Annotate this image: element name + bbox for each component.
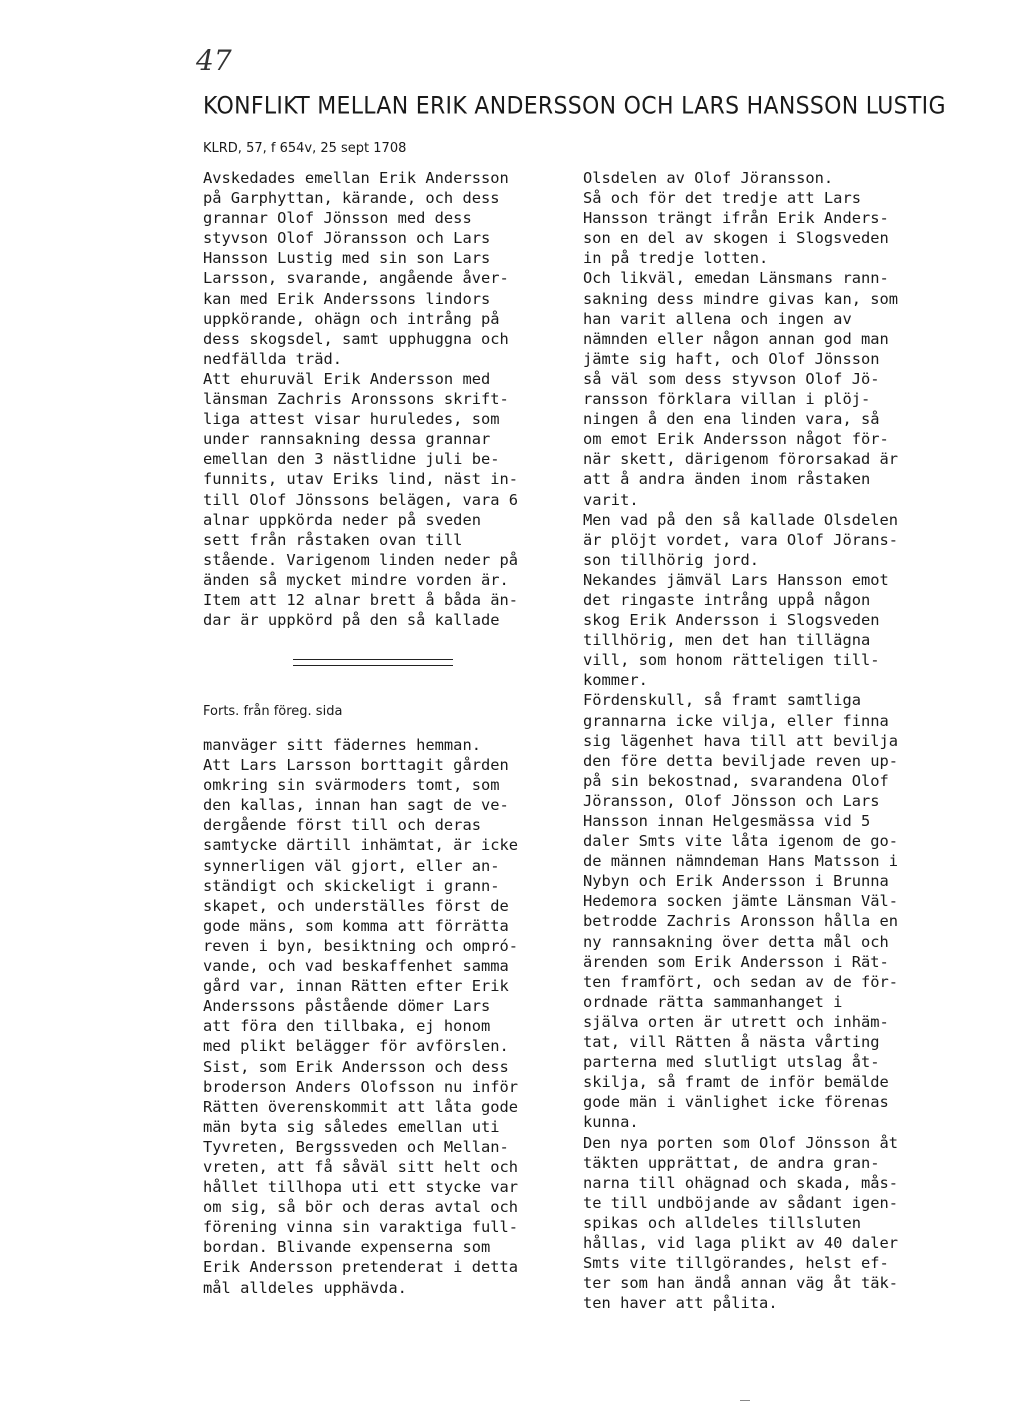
text-line: vande, och vad beskaffenhet samma <box>203 957 509 976</box>
text-line: synnerligen väl gjort, eller an- <box>203 856 500 875</box>
text-line: Hansson trängt ifrån Erik Anders- <box>583 209 889 228</box>
text-line: vreten, att få såväl sitt helt och <box>203 1157 519 1176</box>
text-line: betrodde Zachris Aronsson hålla en <box>583 912 899 931</box>
text-line: Avskedades emellan Erik Andersson <box>203 169 509 187</box>
text-line: att föra den tillbaka, ej honom <box>203 1017 491 1036</box>
text-line: under rannsakning dessa grannar <box>203 430 491 449</box>
text-line: spikas och alldeles tillsluten <box>583 1213 861 1232</box>
text-line: tillhörig, men det han tillägna <box>583 631 871 650</box>
text-line: med plikt belägger för avförslen. <box>203 1037 509 1056</box>
text-line: änden så mycket mindre vorden är. <box>203 570 509 589</box>
text-line: nedfällda träd. <box>203 349 342 368</box>
text-line: Den nya porten som Olof Jönsson åt <box>583 1133 899 1152</box>
archive-reference: KLRD, 57, f 654v, 25 sept 1708 <box>203 141 407 156</box>
text-line: den före detta beviljade reven up- <box>583 751 899 770</box>
text-line: funnits, utav Eriks lind, näst in- <box>203 470 519 489</box>
text-line: stående. Varigenom linden neder på <box>203 550 519 569</box>
text-line: narna till ohägnad och skada, mås- <box>583 1173 899 1192</box>
text-line: den kallas, innan han sagt de ve- <box>203 796 509 815</box>
text-line: sett från råstaken ovan till <box>203 530 463 549</box>
text-line: ransson förklara villan i plöj- <box>583 390 871 409</box>
text-line: daler Smts vite låta igenom de go- <box>583 832 899 851</box>
text-line: alnar uppkörda neder på sveden <box>203 510 481 529</box>
text-line: skapet, och underställes först de <box>203 896 509 915</box>
text-line: ordnade rätta sammanhanget i <box>583 992 843 1011</box>
text-line: sakning dess mindre givas kan, som <box>583 289 899 308</box>
text-line: Smts vite tillgörandes, helst ef- <box>583 1254 889 1273</box>
text-line: grannarna icke vilja, eller finna <box>583 711 889 730</box>
text-line: skilja, så framt de inför bemälde <box>583 1073 889 1092</box>
text-line: broderson Anders Olofsson nu inför <box>203 1077 519 1096</box>
text-line: skog Erik Andersson i Slogsveden <box>583 611 880 630</box>
text-line: uppkörande, ohägn och intrång på <box>203 309 500 328</box>
text-line: vill, som honom rätteligen till- <box>583 651 880 670</box>
text-line: hållet tillhopa uti ett stycke var <box>203 1178 519 1197</box>
text-line: ningen å den ena linden vara, så <box>583 410 880 429</box>
text-line: son tillhörig jord. <box>583 550 760 569</box>
text-line: Fördenskull, så framt samtliga <box>583 691 861 710</box>
text-line: nämnden eller någon annan god man <box>583 329 889 348</box>
text-line: ny rannsakning över detta mål och <box>583 932 889 951</box>
text-line: reven i byn, besiktning och ompró- <box>203 936 519 955</box>
text-line: Att Lars Larsson borttagit gården <box>203 756 509 775</box>
text-line: ter som han ändå annan väg åt täk- <box>583 1274 899 1293</box>
text-line: styvson Olof Jöransson och Lars <box>203 229 491 248</box>
section-divider <box>293 659 453 666</box>
text-line: hållas, vid laga plikt av 40 daler <box>583 1233 899 1252</box>
document-title: KONFLIKT MELLAN ERIK ANDERSSON OCH LARS HANSSON LUSTIG <box>203 93 946 120</box>
text-line: om sig, så bör och deras avtal och <box>203 1198 519 1217</box>
continued-label: Forts. från föreg. sida <box>203 704 343 719</box>
text-line: dergående först till och deras <box>203 816 481 835</box>
text-line: Hansson innan Helgesmässa vid 5 <box>583 812 871 830</box>
text-line: ständigt och skickeligt i grann- <box>203 876 500 895</box>
right-column <box>583 168 928 1313</box>
text-line: grannar Olof Jönsson med dess <box>203 209 472 228</box>
text-line: gode män i vänlighet icke förenas <box>583 1093 889 1112</box>
text-line: ärenden som Erik Andersson i Rät- <box>583 952 889 971</box>
text-line: är plöjt vordet, vara Olof Jörans- <box>583 530 899 549</box>
text-line: son en del av skogen i Slogsveden <box>583 229 889 248</box>
text-line: jämte sig haft, och Olof Jönsson <box>583 349 880 368</box>
text-line: Olsdelen av Olof Jöransson. <box>583 169 834 187</box>
text-line: liga attest visar huruledes, som <box>203 410 500 429</box>
text-line: Hansson Lustig med sin son Lars <box>203 249 491 268</box>
text-line: Att ehuruväl Erik Andersson med <box>203 369 491 388</box>
text-line: att å andra änden inom råstaken <box>583 470 871 489</box>
text-line: Hedemora socken jämte Länsman Väl- <box>583 892 899 911</box>
text-line: om emot Erik Andersson något för- <box>583 430 889 449</box>
text-line: kommer. <box>583 671 648 690</box>
text-line: gård var, innan Rätten efter Erik <box>203 977 509 996</box>
text-line: omkring sin svärmoders tomt, som <box>203 776 500 795</box>
text-line: till Olof Jönssons belägen, vara 6 <box>203 490 519 509</box>
text-line: parterna med slutligt utslag åt- <box>583 1053 880 1072</box>
text-line: Sist, som Erik Andersson och dess <box>203 1057 509 1076</box>
text-line: han varit allena och ingen av <box>583 309 852 328</box>
text-line: ten haver att pålita. <box>583 1294 778 1313</box>
text-line: själva orten är utrett och inhäm- <box>583 1012 889 1031</box>
text-line: Item att 12 alnar brett å båda än- <box>203 590 519 609</box>
text-line: Anderssons påstående dömer Lars <box>203 997 491 1016</box>
text-line: täkten upprättat, de andra gran- <box>583 1153 880 1172</box>
left-column-part-1 <box>203 168 548 630</box>
text-line: Larsson, svarande, angående åver- <box>203 269 509 288</box>
text-line: Och likväl, emedan Länsmans rann- <box>583 269 889 288</box>
text-line: Nekandes jämväl Lars Hansson emot <box>583 570 889 589</box>
text-line: kan med Erik Anderssons lindors <box>203 289 491 308</box>
page-number: 47 <box>196 44 232 77</box>
left-column-part-2 <box>203 735 548 1298</box>
text-line: dess skogsdel, samt upphuggna och <box>203 329 509 348</box>
text-line: Erik Andersson pretenderat i detta <box>203 1258 519 1277</box>
text-line: länsman Zachris Aronssons skrift- <box>203 390 509 409</box>
text-line: de männen nämndeman Hans Matsson i <box>583 852 899 871</box>
text-line: in på tredje lotten. <box>583 249 769 268</box>
text-line: Tyvreten, Bergssveden och Mellan- <box>203 1137 509 1156</box>
text-line: förening vinna sin varaktiga full- <box>203 1218 519 1237</box>
footer-mark <box>740 1400 750 1401</box>
text-line: män byta sig således emellan uti <box>203 1117 500 1136</box>
text-line: kunna. <box>583 1113 639 1132</box>
text-line: gode mäns, som komma att förrätta <box>203 916 509 935</box>
text-line: Så och för det tredje att Lars <box>583 189 861 208</box>
text-line: manväger sitt fädernes hemman. <box>203 736 481 754</box>
text-line: så väl som dess styvson Olof Jö- <box>583 369 880 388</box>
text-line: sig lägenhet hava till att bevilja <box>583 731 899 750</box>
text-line: ten framfört, och sedan av de för- <box>583 972 899 991</box>
text-line: varit. <box>583 490 639 509</box>
text-line: mål alldeles upphävda. <box>203 1278 407 1297</box>
text-line: när skett, därigenom förorsakad är <box>583 450 899 469</box>
text-line: dar är uppkörd på den så kallade <box>203 611 500 630</box>
text-line: på sin bekostnad, svarandena Olof <box>583 771 889 790</box>
text-line: tat, vill Rätten å nästa vårting <box>583 1033 880 1052</box>
text-line: Nybyn och Erik Andersson i Brunna <box>583 872 889 891</box>
text-line: te till undböjande av sådant igen- <box>583 1193 899 1212</box>
text-line: på Garphyttan, kärande, och dess <box>203 189 500 208</box>
text-line: Men vad på den så kallade Olsdelen <box>583 510 899 529</box>
text-line: emellan den 3 nästlidne juli be- <box>203 450 500 469</box>
text-line: det ringaste intrång uppå någon <box>583 590 871 609</box>
text-line: bordan. Blivande expenserna som <box>203 1238 491 1257</box>
text-line: Jöransson, Olof Jönsson och Lars <box>583 791 880 810</box>
text-line: Rätten överenskommit att låta gode <box>203 1097 519 1116</box>
text-line: samtycke därtill inhämtat, är icke <box>203 836 519 855</box>
